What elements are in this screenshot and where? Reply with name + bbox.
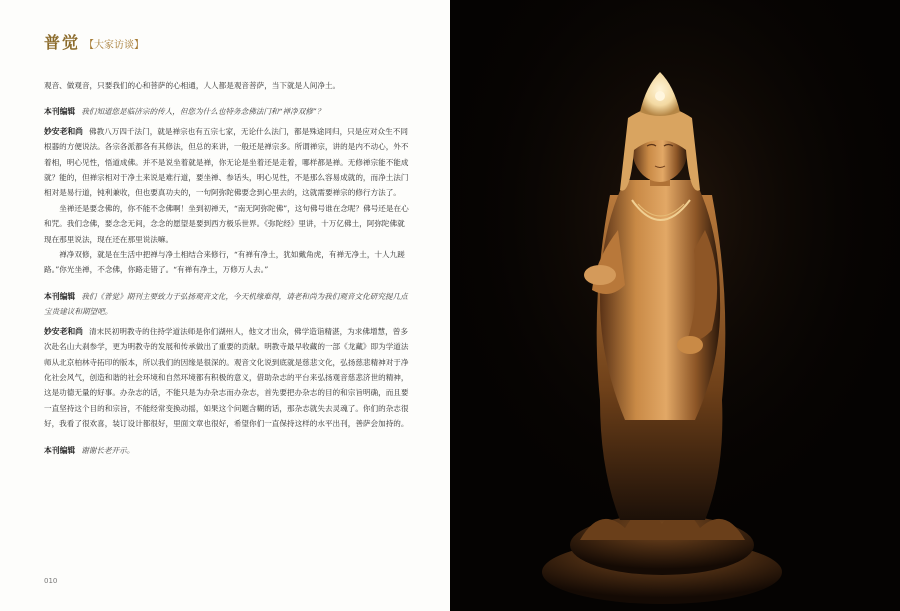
editor-label: 本刊编辑	[44, 291, 76, 301]
right-page-photo	[450, 0, 900, 611]
page-number: 010	[44, 577, 58, 585]
answer-2-text: 清末民初明教寺的住持学道法师是你们湖州人，他文才出众，佛学造诣精湛，为求佛增慧，曾多次赴名山大刹参学，更为明教寺的发展和传承做出了重要的贡献。明教寺最早收藏的一部《龙藏》即为学道法师从北京柏林寺拓印的版本，所以我们的因缘是很深的。观音文化说到底就是慈悲文化，弘扬慈悲精神对于净化社会风气，创造和谐的社会环境和自然环境都有积极的意义，借助杂志的平台来弘扬观音慈悲济世的精神，这是功德无量的好事。办杂志的话，不能只是为办杂志而办杂志，首先要把办杂志的目的和宗旨明确，而且要一直坚持这个目的和宗旨，不能经常变换动摇，如果这个问题含糊的话，那杂志就失去灵魂了。你们的杂志很好，我看了很欢喜，装订设计都很好，里面文章也很好，希望你们一直保持这样的水平出刊，善萨会加持的。	[44, 326, 409, 429]
answer-1-text: 佛教八万四千法门，就是禅宗也有五宗七家，无论什么法门，都是殊途同归，只是应对众生不同根器的方便说法。各宗各派都各有其修法，但总的来讲，一般还是禅宗多。所谓禅宗，讲的是内不动心，外不着相，明心见性，悟道成佛。并不是说坐着就是禅，你无论是坐着还是走着，哪样都是禅。无修禅宗能不能成就？能的，但禅宗相对于净土来说是难行道，要坐禅、参话头，明心见性，不是那么容易成就的，而净土法门相对是易行道，钝利兼收，但也要真功夫的，一句阿弥陀佛要念到心里去的，这就需要禅宗的修行方法了。	[44, 126, 409, 198]
answer-1-paragraph-2: 坐禅还是要念佛的，你不能不念佛啊！坐到初禅天，“南无阿弥陀佛”，这句佛号谁在念呢？佛号还是在心和咒。我们念佛，要念念无间，念念的愿望是要到西方极乐世界。《弥陀经》里讲，十万亿佛土，阿弥陀佛就现在那里说法，现在还在那里说法嘛。	[44, 203, 409, 244]
question-2-text: 我们《普觉》期刊主要致力于弘扬观音文化，今天机缘难得，请老和尚为我们观音文化研究提几点宝贵建议和期望吧。	[44, 291, 408, 317]
answer-1-paragraph-3: 禅净双修，就是在生活中把禅与净土相结合来修行，“有禅有净土，犹如戴角虎，有禅无净土，十人九蹉路。”你光坐禅，不念佛，你路走错了。“有禅有净土，万修万人去。”	[44, 250, 405, 275]
editor-label: 本刊编辑	[44, 445, 76, 455]
crown-jewel	[655, 91, 665, 101]
magazine-name: 普觉	[44, 33, 81, 52]
editor-label: 本刊编辑	[44, 107, 76, 117]
paragraph-intro: 观音、做观音，只要我们的心和菩萨的心相通，人人都是观音菩萨，当下就是人间净土。	[44, 81, 341, 90]
monk-label: 妙安老和尚	[44, 326, 83, 336]
article-body	[44, 78, 412, 458]
guanyin-statue-photo	[450, 0, 900, 611]
answer-1	[44, 124, 412, 201]
question-1-text: 我们知道您是临济宗的传人，但您为什么也特务念佛法门和“禅净双修”？	[81, 107, 325, 117]
question-1	[44, 104, 412, 119]
left-hand	[584, 265, 616, 285]
column-name: 【大家访谈】	[84, 40, 145, 51]
question-3	[44, 443, 412, 458]
monk-label: 妙安老和尚	[44, 126, 83, 136]
question-2	[44, 289, 412, 320]
answer-2	[44, 324, 412, 432]
right-hand	[677, 336, 703, 354]
question-3-text: 谢谢长老开示。	[81, 445, 135, 455]
page-header	[44, 30, 144, 53]
